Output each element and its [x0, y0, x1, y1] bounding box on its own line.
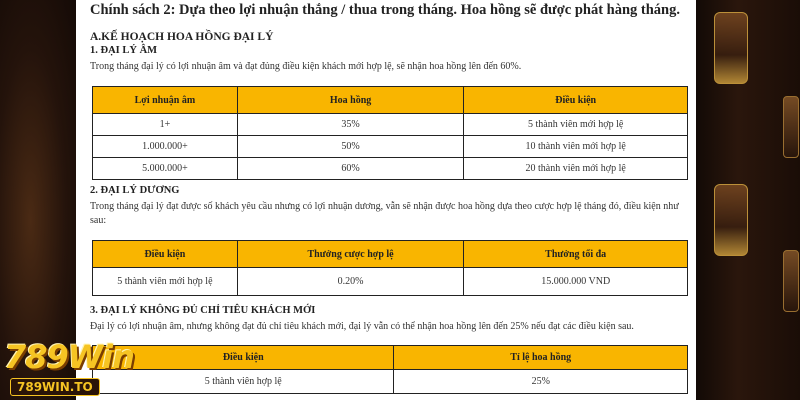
table-cell: 15.000.000 VND [464, 268, 688, 296]
right-background [696, 0, 800, 400]
game-thumbnail[interactable] [783, 250, 799, 312]
game-thumbnail[interactable] [714, 12, 748, 84]
table-cell: 20 thành viên mới hợp lệ [464, 158, 688, 180]
table-row [93, 268, 688, 296]
table-cell: 10 thành viên mới hợp lệ [464, 136, 688, 158]
table-cell: 25% [394, 370, 688, 394]
logo-domain: 789WIN.TO [10, 378, 100, 396]
insufficient-members-table [92, 345, 688, 394]
table-header-cell: Điều kiện [93, 241, 238, 268]
table-header-cell: Thưởng tối đa [464, 241, 688, 268]
section-3-title: 3. ĐẠI LÝ KHÔNG ĐỦ CHỈ TIÊU KHÁCH MỚI [90, 305, 316, 316]
table-cell: 1.000.000+ [93, 136, 238, 158]
table-row [93, 114, 688, 136]
table-header-cell: Lợi nhuận âm [93, 87, 238, 114]
section-2-description-line1: Trong tháng đại lý đạt được số khách yêu cầu nhưng có lợi nhuận dương, vẫn sẽ nhận được hoa hồng dựa theo cược hợp lệ tháng đó, điều kiện như [90, 201, 679, 212]
brand-logo[interactable] [2, 338, 134, 400]
policy-heading: Chính sách 2: Dựa theo lợi nhuận thắng / thua trong tháng. Hoa hồng sẽ được phát hàng tháng. [90, 2, 680, 18]
table-cell: 5 thành viên mới hợp lệ [93, 268, 238, 296]
table-row [93, 158, 688, 180]
section-2-description-line2: sau: [90, 215, 107, 226]
negative-profit-table [92, 86, 688, 180]
table-cell: 5.000.000+ [93, 158, 238, 180]
table-cell: 5 thành viên mới hợp lệ [464, 114, 688, 136]
game-thumbnail[interactable] [714, 184, 748, 256]
table-cell: 50% [237, 136, 464, 158]
section-1-description: Trong tháng đại lý có lợi nhuận âm và đạt đủng điều kiện khách mới hợp lệ, sẽ nhận hoa hồng lên đến 60%. [90, 61, 522, 72]
section-2-title: 2. ĐẠI LÝ DƯƠNG [90, 185, 180, 196]
section-1-title: 1. ĐẠI LÝ ÂM [90, 45, 158, 56]
table-cell: 35% [237, 114, 464, 136]
table-cell: 0.20% [237, 268, 464, 296]
table-row [93, 370, 688, 394]
table-header-cell: Điều kiện [93, 346, 394, 370]
game-thumbnail[interactable] [783, 96, 799, 158]
table-cell: 5 thành viên hợp lệ [93, 370, 394, 394]
table-header-cell: Tỉ lệ hoa hồng [394, 346, 688, 370]
table-cell: 60% [237, 158, 464, 180]
table-header-cell: Điều kiện [464, 87, 688, 114]
table-header-cell: Thưởng cược hợp lệ [237, 241, 464, 268]
logo-wordmark: 789Win [4, 338, 134, 376]
document-panel [76, 0, 696, 400]
positive-profit-table [92, 240, 688, 296]
table-row [93, 136, 688, 158]
table-header-cell: Hoa hồng [237, 87, 464, 114]
table-cell: 1+ [93, 114, 238, 136]
plan-title: A.KẾ HOẠCH HOA HỒNG ĐẠI LÝ [90, 31, 274, 43]
section-3-description: Đại lý có lợi nhuận âm, nhưng không đạt đủ chỉ tiêu khách mới, đại lý vẫn có thể nhận hoa hồng lên đến 25% nếu đạt các điều kiện sau. [90, 321, 634, 332]
